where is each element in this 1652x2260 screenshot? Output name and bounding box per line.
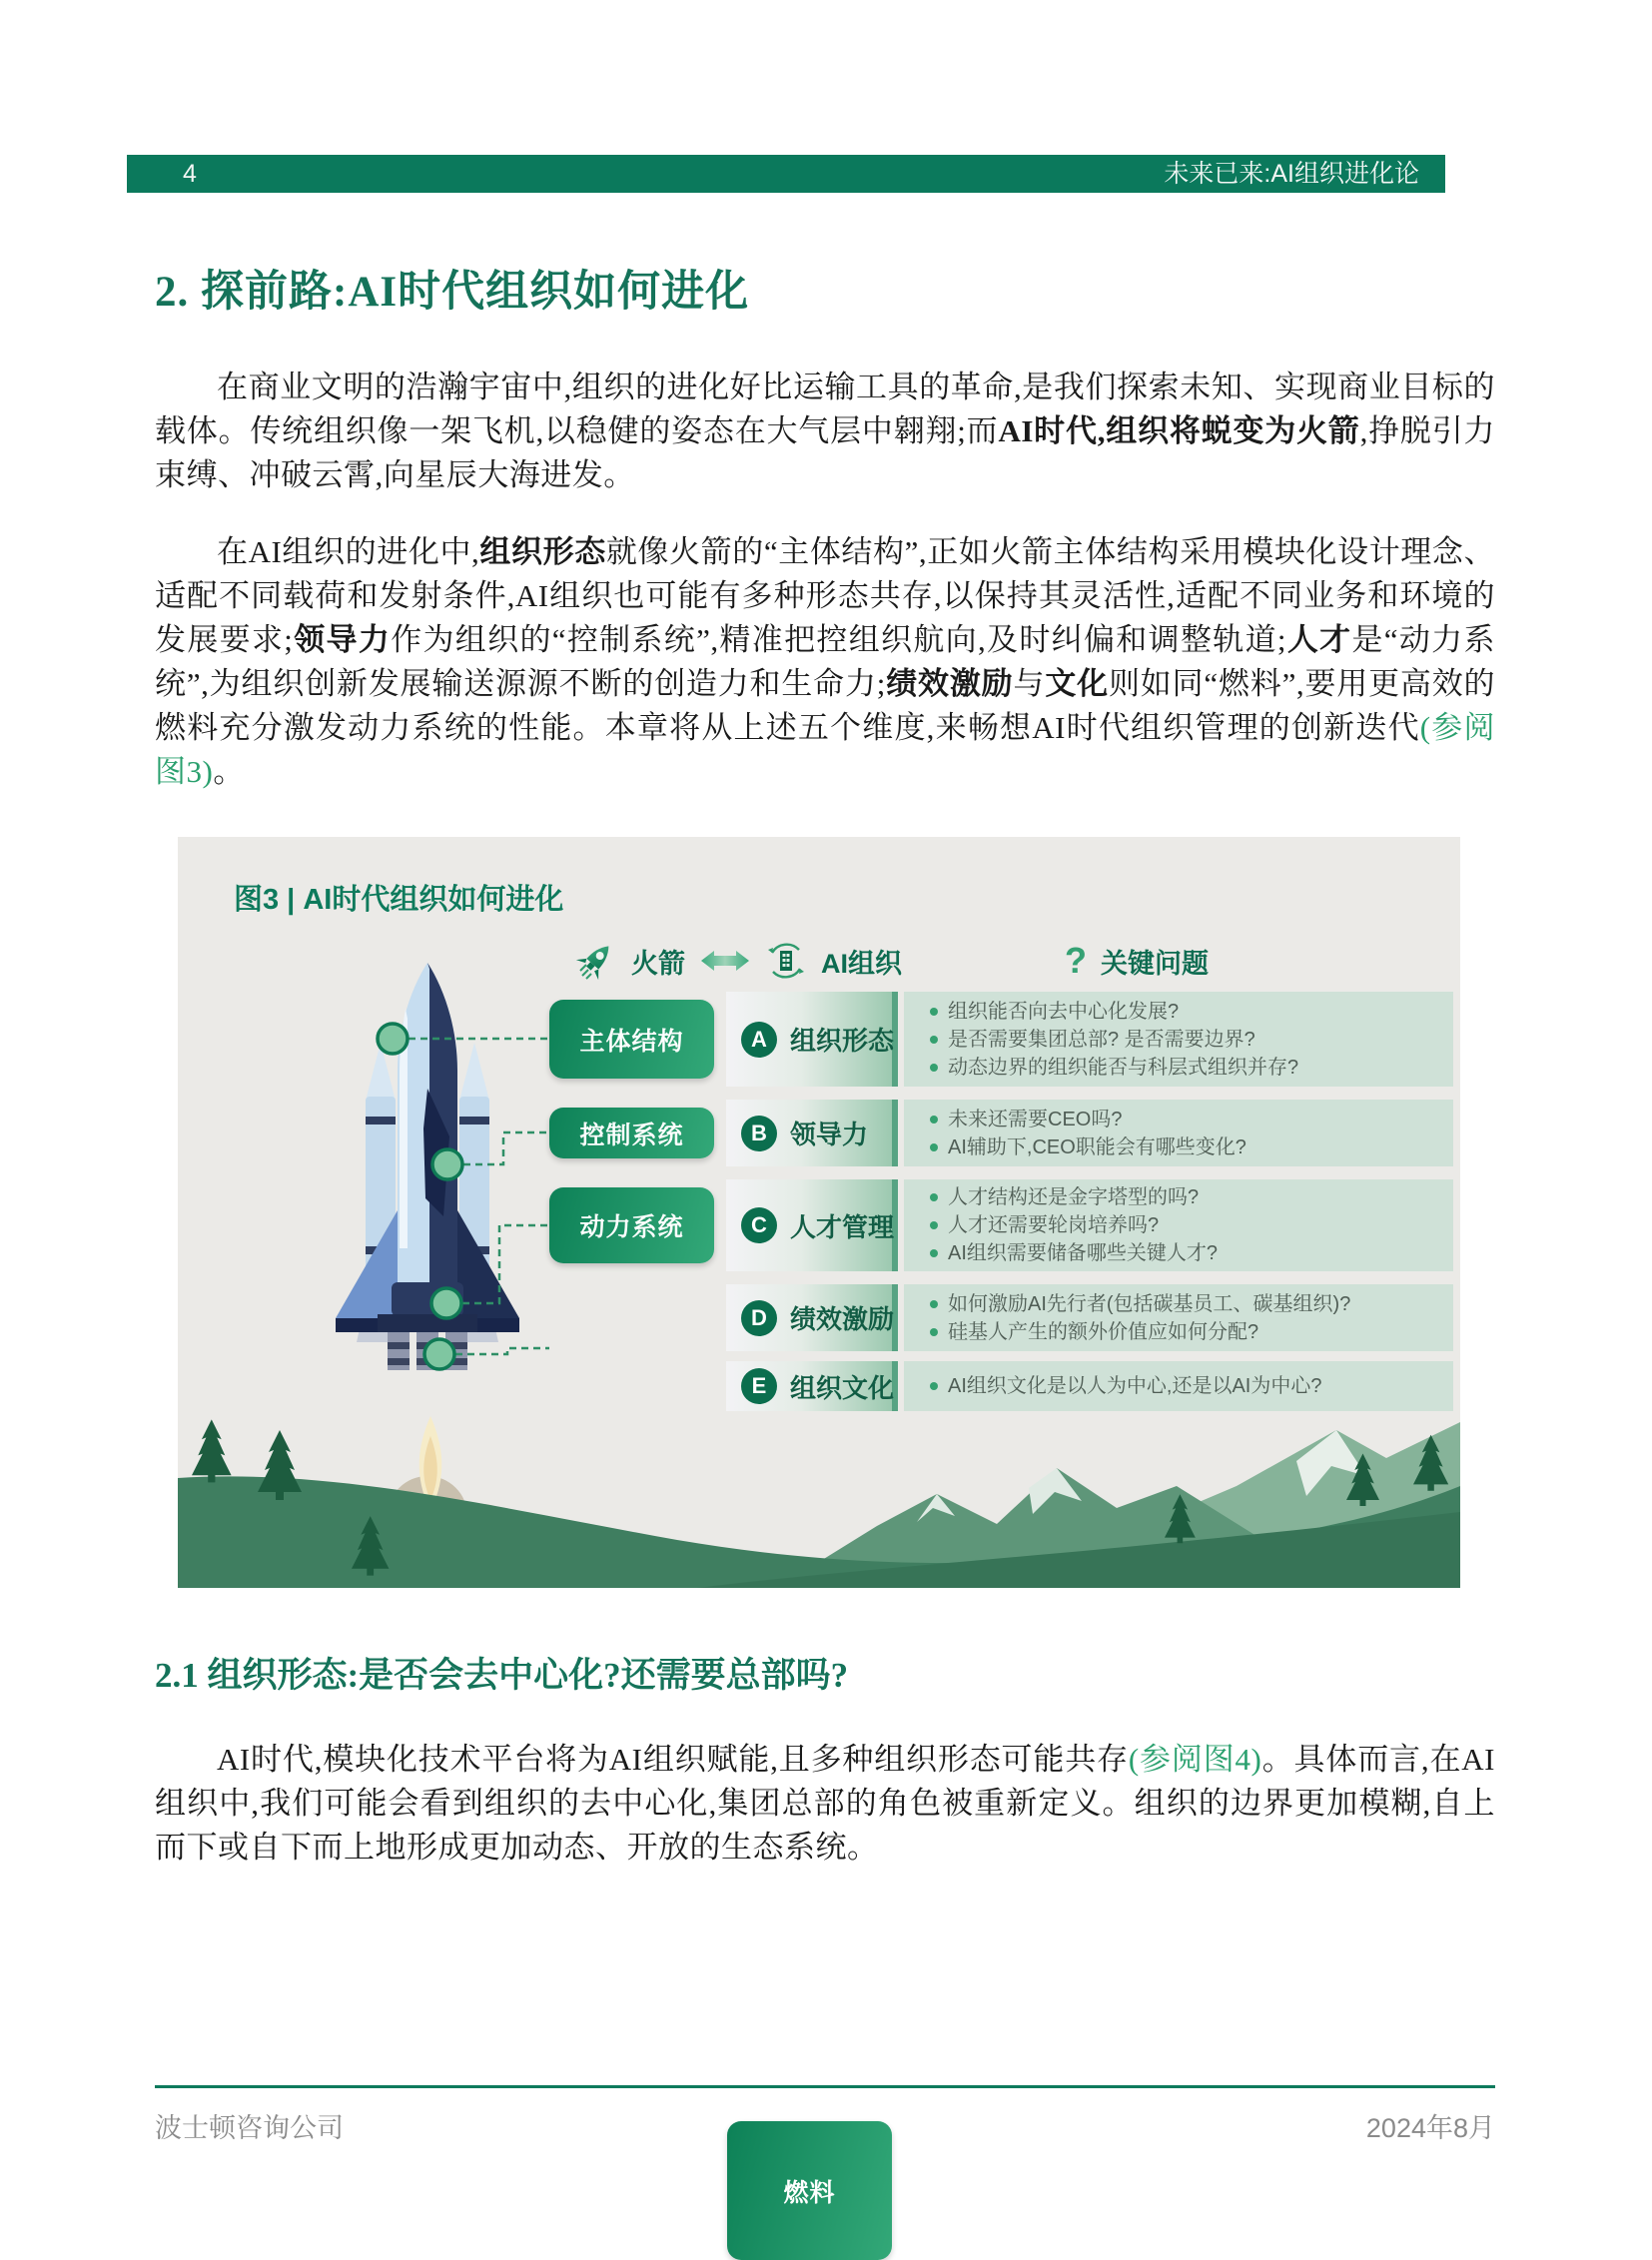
text-segment: AI时代,组织将蜕变为火箭 [998,413,1360,448]
table-row-talent [178,1179,1460,1271]
questions-cell [904,1179,1453,1271]
questions-cell [904,1284,1453,1351]
rocket-part-box: 控制系统 [549,1108,714,1158]
question-item: 未来还需要CEO吗? [928,1106,1453,1133]
aspect-cell [726,1100,898,1166]
aspect-label: 组织文化 [790,1372,895,1403]
legend-questions-label: 关键问题 [1101,948,1209,979]
question-item: 人才还需要轮岗培养吗? [928,1211,1453,1239]
aspect-label: 人才管理 [790,1211,895,1242]
figure-legend-left [577,937,902,985]
aspect-cell [726,992,898,1087]
paragraph-3 [155,1738,1495,1870]
figure-reference-link[interactable]: (参阅图3) [155,710,1495,789]
table-row-incentives [178,1284,1460,1351]
questions-cell [904,1361,1453,1411]
paragraph-1 [155,366,1495,497]
aspect-cell [726,1284,898,1351]
question-mark-icon: ? [1065,940,1087,981]
text-segment: 文化 [1045,666,1109,701]
text-segment: 在商业文明的浩瀚宇宙中,组织的进化好比运输工具的革命,是我们探索未知、实现商业目标的载体。传统组织像一架飞机,以稳健的姿态在大气层中翱翔;而 [155,370,1495,448]
aspect-cell [726,1361,898,1411]
text-segment: 就像火箭的“主体结构”,正如火箭主体结构采用模块化设计理念、适配不同载荷和发射条件,AI组织也可能有多种形态共存,以保持其灵活性,适配不同业务和环境的发展要求; [155,534,1496,657]
question-item: 硅基人产生的额外价值应如何分配? [928,1318,1453,1346]
aspect-cell [726,1179,898,1271]
ai-organization-icon [765,940,807,982]
question-item: 人才结构还是金字塔型的吗? [928,1183,1453,1211]
letter-badge: B [741,1116,777,1151]
figure-legend-right [1065,937,1209,985]
question-item: AI辅助下,CEO职能会有哪些变化? [928,1133,1453,1161]
legend-organization-label: AI组织 [821,948,902,979]
question-item: 组织能否向去中心化发展? [928,998,1453,1026]
figure-reference-link[interactable]: (参阅图4) [1128,1742,1262,1777]
text-segment: 。 [213,754,245,789]
header-bar [127,155,1445,193]
landscape-illustration [178,1416,1460,1588]
rocket-part-box: 主体结构 [549,1000,714,1079]
figure-title: 图3 | AI时代组织如何进化 [234,884,564,916]
text-segment: 组织形态 [479,534,606,569]
letter-badge: C [741,1207,777,1243]
text-segment: 与 [1013,666,1046,701]
text-segment: 绩效激励 [885,666,1014,701]
text-segment: 领导力 [293,622,392,657]
text-segment: AI时代,模块化技术平台将为AI组织赋能,且多种组织形态可能共存 [217,1742,1129,1777]
text-segment: 。具体而言,在AI组织中,我们可能会看到组织的去中心化,集团总部的角色被重新定义。组织的边界更加模糊,自上而下或自下而上地形成更加动态、开放的生态系统。 [155,1742,1495,1865]
text-segment: 则如同“燃料”,要用更高效的燃料充分激发动力系统的性能。本章将从上述五个维度,来畅想AI时代组织管理的创新迭代 [155,666,1496,745]
rocket-part-box-fuel: 燃料 [727,2121,892,2260]
question-item: AI组织需要储备哪些关键人才? [928,1239,1453,1267]
text-segment: 在AI组织的进化中, [217,534,480,569]
text-segment: ,挣脱引力束缚、冲破云霄,向星辰大海进发。 [155,413,1495,492]
question-item: 动态边界的组织能否与科层式组织并存? [928,1054,1453,1082]
page-number: 4 [183,160,197,188]
aspect-label: 领导力 [790,1120,869,1149]
section-title: 2. 探前路:AI时代组织如何进化 [155,269,750,316]
letter-badge: E [741,1368,777,1404]
rocket-icon [577,941,617,981]
question-item: AI组织文化是以人为中心,还是以AI为中心? [928,1372,1453,1400]
header-title: 未来已来:AI组织进化论 [1164,160,1419,188]
paragraph-2 [155,530,1495,794]
table-row-leadership [178,1100,1460,1166]
questions-cell [904,1100,1453,1166]
subsection-title: 2.1 组织形态:是否会去中心化?还需要总部吗? [155,1656,849,1695]
aspect-label: 组织形态 [790,1026,895,1056]
aspect-label: 绩效激励 [790,1304,895,1334]
publication-date: 2024年8月 [1365,2113,1495,2143]
letter-badge: A [741,1022,777,1058]
questions-cell [904,992,1453,1087]
legend-rocket-label: 火箭 [631,948,685,979]
rocket-part-box: 动力系统 [549,1187,714,1263]
text-segment: 是“动力系统”,为组织创新发展输送源源不断的创造力和生命力; [155,622,1495,701]
double-arrow-icon [699,948,751,974]
text-segment: 人才 [1286,622,1352,657]
question-item: 如何激励AI先行者(包括碳基员工、碳基组织)? [928,1290,1453,1318]
text-segment: 作为组织的“控制系统”,精准把控组织航向,及时纠偏和调整轨道; [391,622,1287,657]
table-row-organization-form [178,992,1460,1087]
question-item: 是否需要集团总部? 是否需要边界? [928,1026,1453,1054]
table-row-culture [178,1361,1460,1411]
company-name: 波士顿咨询公司 [155,2113,344,2143]
letter-badge: D [741,1300,777,1336]
